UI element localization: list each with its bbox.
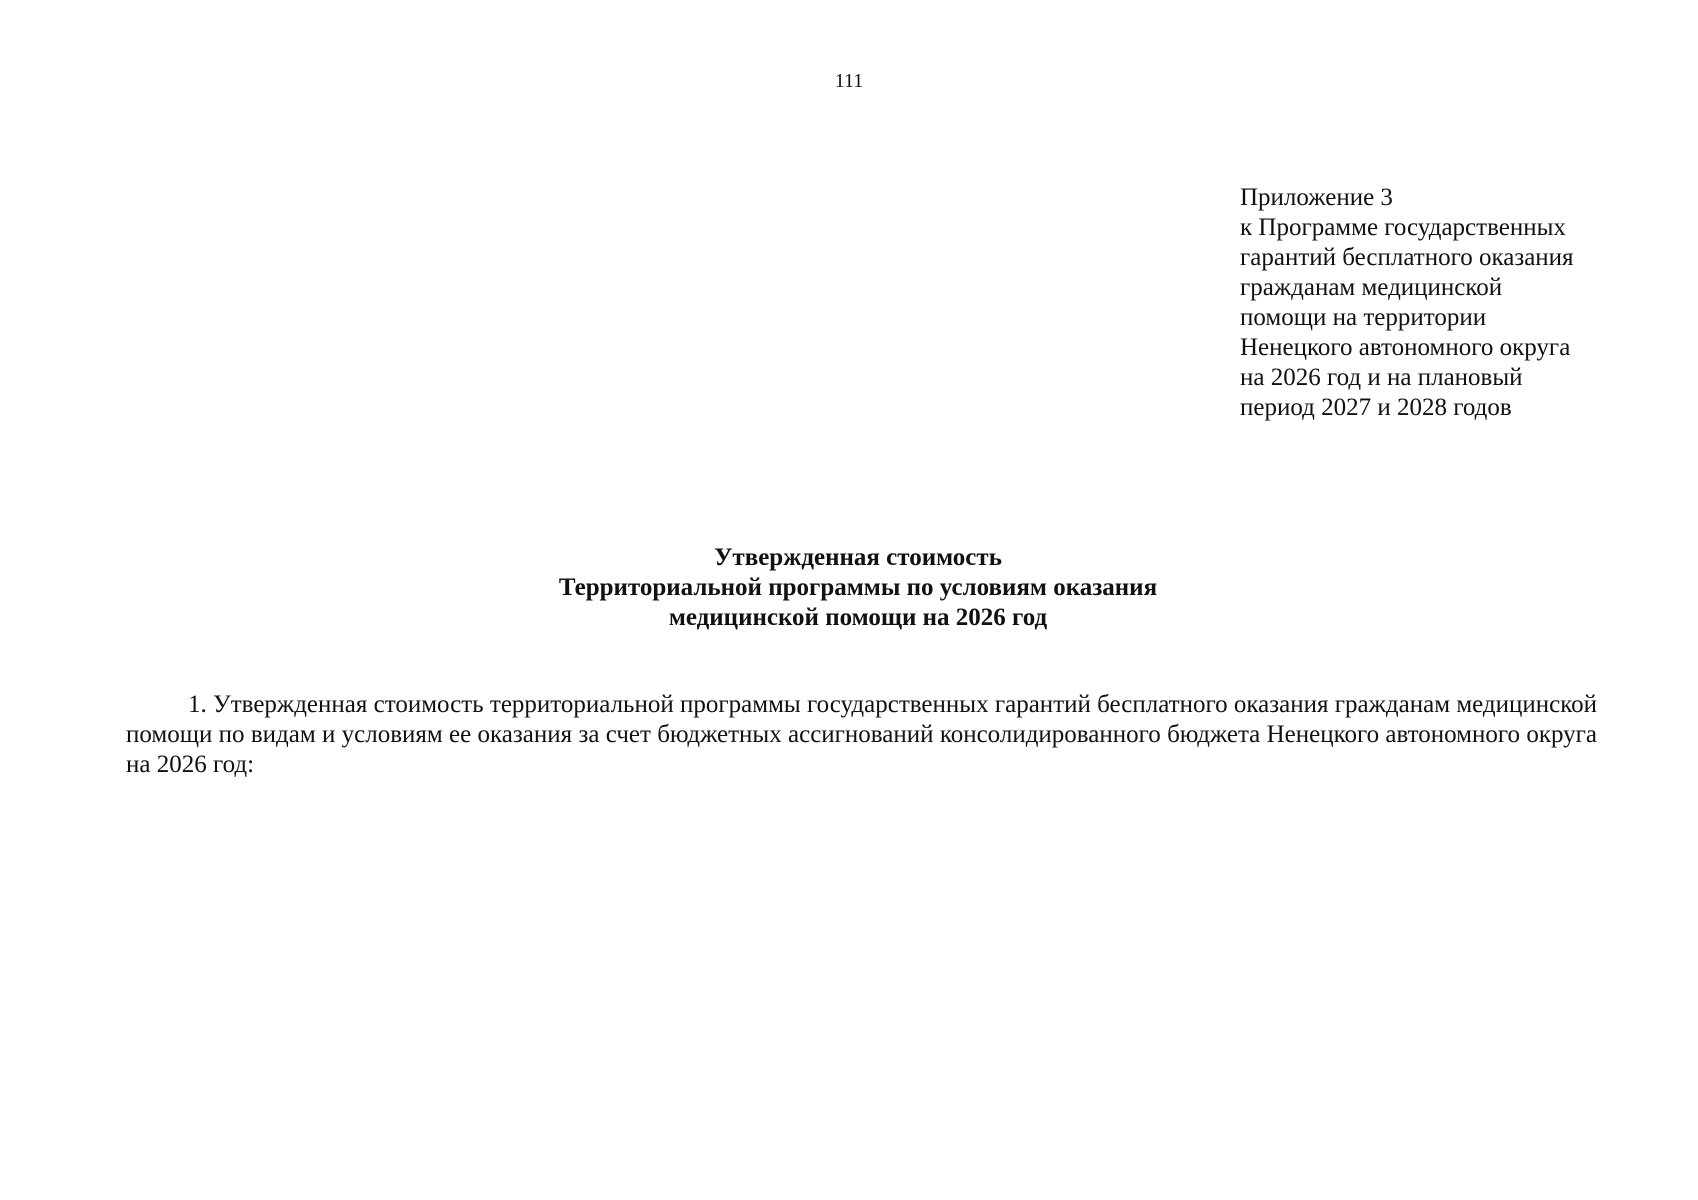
title-line: Утвержденная стоимость — [714, 544, 1002, 571]
appendix-line: Приложение 3 — [1240, 184, 1393, 211]
appendix-line: помощи на территории — [1240, 304, 1487, 331]
page-number: 111 — [834, 70, 864, 92]
appendix-reference — [1240, 183, 1660, 423]
appendix-line: гарантий бесплатного оказания — [1240, 244, 1574, 271]
title-line: медицинской помощи на 2026 год — [668, 604, 1048, 631]
appendix-line: период 2027 и 2028 годов — [1240, 394, 1512, 421]
document-title — [0, 543, 1698, 633]
appendix-line: гражданам медицинской — [1240, 274, 1503, 301]
body-paragraph: 1. Утвержденная стоимость территориальной программы государственных гарантий бесплатного оказания гражданам медицинской помощи по видам и условиям ее оказания за счет бюджетных ассигнований консолидированного бюджета Ненецкого автономного округа на 2026 год: — [126, 691, 1597, 778]
appendix-line: на 2026 год и на плановый — [1240, 364, 1523, 391]
appendix-line: к Программе государственных — [1240, 214, 1566, 241]
title-line: Территориальной программы по условиям оказания — [558, 574, 1158, 601]
appendix-line: Ненецкого автономного округа — [1240, 334, 1571, 361]
